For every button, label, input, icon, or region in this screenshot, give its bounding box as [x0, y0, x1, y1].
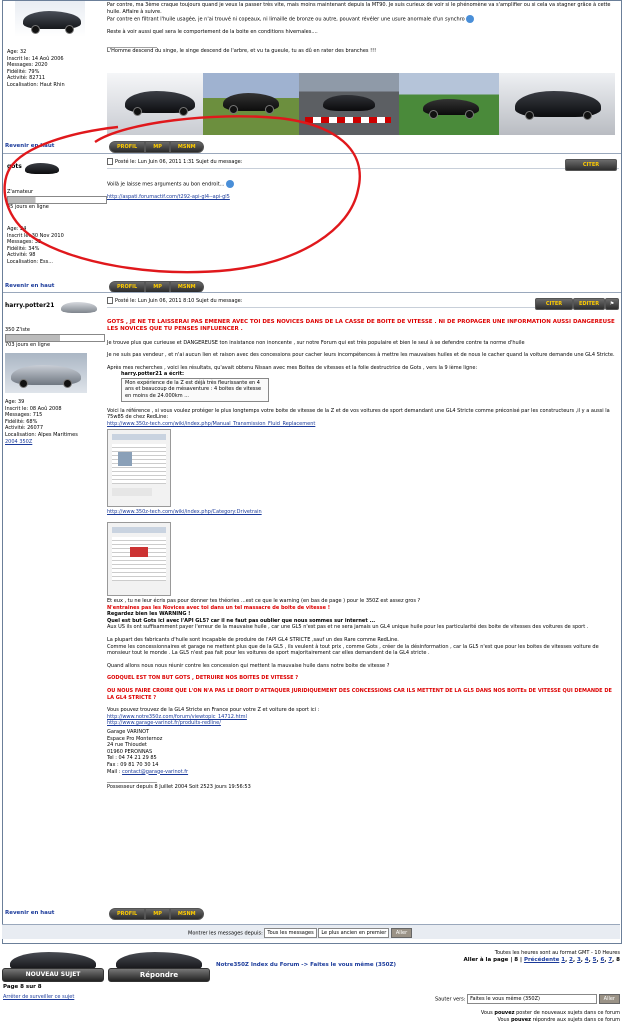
profile-button[interactable]: PROFIL: [109, 141, 145, 153]
post-text-red: N'entraines pas les Novices avec toi dans un tel massacre de boite de vitesse !: [107, 604, 331, 611]
pm-button[interactable]: MP: [145, 141, 170, 153]
pagination-area: Toutes les heures sont au format GMT - 10 Heures Aller à la page | 8 | Précédente 1, 2, 3, 4, 5, 6, 7, 8: [463, 950, 620, 963]
post-text: Par contre, ma 3ème craque toujours quand je veux la passer très vite, mais moins maintenant depuis la MT90. Je suis curieux de voir si le phénomène va s'amplifier ou si cela va stagner grâce à cette huile. Affaire à suivre.: [107, 2, 611, 15]
post-text: Aux US ils ont suffisamment payer l'erreur de la mauvaise huile , car une GL5 n'est pas et ne sera jamais un GL4 unique huile pour les particularité des boite de vitesses des voitures de sport .: [107, 624, 589, 631]
red-annotation-ellipse: [0, 0, 626, 300]
profile-button[interactable]: PROFIL: [109, 908, 145, 920]
page-link[interactable]: 6: [600, 956, 605, 963]
ip-icon[interactable]: ⚑: [605, 298, 619, 310]
profile-info: Age: 39 Inscrit le: 08 Aoû 2008 Messages: 715 Fidélité: 68% Activité: 26077 Localisation: Alpes Maritimes: [5, 399, 78, 438]
address-block: Garage VARINOT Espace Pro Monternoz 24 rue Thioudet 01960 PERONNAS Tel : 04 74 21 29 85 Fax : 09 81 70 30 14 Mail : contact@garage-varinot.fr: [107, 728, 189, 775]
post-text: Voici la référence , si vous voulez protéger le plus longtemps votre boite de vitesse de la Z et de vos voitures de sport demandant une GL4 Stricte comme préconisé par les constructeurs ,il y a aussi la 75w85 de chez RedLine:: [107, 407, 610, 421]
post-text: Vous pouvez trouvez de la GL4 Stricte en France pour votre Z et voiture de sport ici :: [107, 707, 320, 714]
rank-label: Z'amateur: [7, 189, 34, 195]
post-text: Par contre en filtrant l'huile usagée, je n'ai trouvé ni copeaux, ni limaille de bronze ou autre, pouvant révéler une usure anormale d'un synchro: [107, 15, 619, 23]
post-text-red: OU NOUS FAIRE CROIRE QUE L'ON N'A PAS LE DROIT D'ATTAQUER JURIDIQUEMENT DES CONCESSIONS CAR ILS METTENT DE LA GL5 DANS NOS BOITEs DE VITESSE QUI DEMANDE DE LA GL4 STRICTE ?: [107, 687, 612, 701]
post-link[interactable]: http://aspati.forumactif.com/t292-api-gl4--api-gl5: [107, 194, 230, 201]
signature-line: ____________________: [107, 777, 157, 784]
page-link[interactable]: 2: [569, 956, 573, 963]
screenshot-thumbnail[interactable]: [107, 429, 171, 507]
post-author-name[interactable]: harry.potter21: [5, 302, 55, 309]
filter-period-select[interactable]: Tous les messages: [264, 928, 316, 938]
post-author-name[interactable]: gots: [7, 163, 22, 170]
page-link[interactable]: 1: [561, 956, 566, 963]
filter-label: Montrer les messages depuis:: [188, 930, 263, 937]
signature-text: Possesseur depuis 8 Juillet 2004 Soit 2523 jours 19:56:53: [107, 783, 251, 790]
post-text: Comme les concessionnaires et garage ne mettent plus que de la GL5 , ils veulent à tout prix , comme Gots , créer de la désinformation , car la GL5 n'est que pour les boites de vitesses voiture de monsieur tout le monde . La GL5 n'est pas fait pour les voitures de sport majoritairement car elles demandent de la GL4 stricte .: [107, 643, 599, 657]
jump-go-button[interactable]: Aller: [599, 994, 620, 1004]
reply-button[interactable]: Répondre: [108, 950, 208, 982]
back-to-top-link[interactable]: Revenir en haut: [5, 283, 55, 289]
post-text: Et eux , tu ne leur écris pas pour donner tes théories ...est ce que le warning (en bas de page ) pour le 350Z est assez gros ?: [107, 598, 421, 605]
quote-button[interactable]: CITER: [535, 298, 573, 310]
profile-info: Age: 24 Inscrit le: 30 Nov 2010 Messages: 32 Fidélité: 34% Activité: 98 Localisation: Ess...: [7, 226, 64, 265]
msn-button[interactable]: MSNM: [170, 908, 204, 920]
post-3-body: [107, 319, 619, 790]
breadcrumb[interactable]: Notre350Z Index du Forum -> Faites le vous même (350Z): [216, 962, 396, 968]
post-link[interactable]: http://www.350z-tech.com/wiki/index.php/Manual_Transmission_Fluid_Replacement: [107, 420, 316, 427]
post-text: Je ne suis pas vendeur , et n'ai aucun lien et raison avec des concessions pour cacher leurs incompétences à mettre les mauvaises huiles et de nous le cacher quand la voiture demande une GL4 Stricte.: [107, 352, 615, 359]
post-text: Reste à voir aussi quel sera le comportement de la boite en conditions hivernales....: [107, 29, 318, 36]
msn-button[interactable]: MSNM: [170, 281, 204, 293]
post-link[interactable]: http://www.garage-varinot.fr/produits-redline/: [107, 720, 221, 727]
signature-text: L'Homme descend du singe, le singe descend de l'arbre, et vu ta gueule, tu as dû en rater des branches !!!: [107, 48, 377, 55]
rank-bar: [5, 334, 105, 342]
car-photo: [5, 353, 87, 393]
post-text: Voilà je laisse mes arguments au bon endroit...: [107, 180, 619, 188]
post-link[interactable]: http://www.350z-tech.com/wiki/index.php/Category:Drivetrain: [107, 509, 262, 516]
pm-button[interactable]: MP: [145, 908, 170, 920]
page-link[interactable]: 5: [592, 956, 597, 963]
quote-block: [121, 371, 419, 401]
post-text: Quand allons nous nous réunir contre les concession qui mettent la mauvaise huile dans notre boite de vitesse ?: [107, 662, 390, 669]
online-days: 703 jours en ligne: [5, 342, 51, 348]
post-link[interactable]: http://www.notre350z.com/forum/viewtopic_14712.html: [107, 713, 247, 720]
filter-order-select[interactable]: Le plus ancien en premier: [318, 928, 389, 938]
msn-button[interactable]: MSNM: [170, 141, 204, 153]
quote-button[interactable]: CITER: [565, 159, 617, 171]
page-link[interactable]: 7: [608, 956, 613, 963]
profile-button[interactable]: PROFIL: [109, 281, 145, 293]
post-text: Après mes recherches , voici les résultats, qu'avait obtenu Nissan avec mes Boites de vitesses et la folie destructrice de Gots , vers la 9 ième ligne:: [107, 364, 478, 371]
signature-line: ____________________: [107, 41, 157, 48]
post-text-bold: Regardez bien les WARNING !: [107, 611, 191, 618]
back-to-top-link[interactable]: Revenir en haut: [5, 910, 55, 916]
prev-page-link[interactable]: Précédente: [523, 956, 560, 963]
current-page: 8: [514, 956, 519, 963]
rank-label: 350 Z'iste: [5, 327, 30, 333]
quote-text: Mon expérience de la Z est déjà très fleurissante en 4 ans et beaucoup de mésaventure : 4 boites de vitesse en moins de 24.000km ...: [121, 378, 269, 402]
post-text-red: GODQUEL EST TON BUT GOTS , DETRUIRE NOS BOITES DE VITESSE ?: [107, 675, 299, 682]
post-header: Posté le: Lun Juin 06, 2011 8:10 Sujet du message:: [107, 297, 619, 308]
profile-info: Age: 32 Inscrit le: 14 Aoû 2006 Messages: 2020 Fidélité: 79% Activité: 82711 Localisation: Haut Rhin: [7, 49, 65, 88]
page-info: Page 8 sur 8: [3, 984, 42, 990]
jump-to-forum: Sauter vers: Faites le vous même (350Z) Aller: [435, 994, 620, 1004]
screenshot-thumbnail[interactable]: [107, 522, 171, 596]
stop-watching-link[interactable]: Arrêter de surveiller ce sujet: [3, 994, 75, 1000]
post-text-bold: Quel est but Gots ici avec l'API GL5? car il ne faut pas oublier que nous sommes sur internet ...: [107, 617, 376, 624]
back-to-top-link[interactable]: Revenir en haut: [5, 143, 55, 149]
post-text: Je trouve plus que curieuse et DANGEREUSE ton insistance non inoncente , sur notre Forum qui est très populaire et bien le seul à se defendre contre ta norme d'huile: [107, 339, 525, 346]
post-3: [3, 293, 621, 923]
jump-forum-select[interactable]: Faites le vous même (350Z): [467, 994, 597, 1004]
quote-author: harry.potter21 a écrit:: [121, 371, 184, 378]
pm-button[interactable]: MP: [145, 281, 170, 293]
car-link[interactable]: 2004 350Z: [5, 439, 33, 445]
edit-button[interactable]: EDITER: [573, 298, 605, 310]
filter-go-button[interactable]: Aller: [391, 928, 412, 938]
page-link[interactable]: 3: [576, 956, 581, 963]
email-link[interactable]: contact@garage-varinot.fr: [122, 768, 189, 775]
message-filter-bar: [2, 924, 620, 939]
post-3-profile-buttons: [109, 908, 204, 919]
post-text: La plupart des fabricants d'huile sont incapable de produire de l'API GL4 STRICTE ,sauf un des Rare comme RedLine.: [107, 637, 399, 643]
page-link[interactable]: 4: [584, 956, 589, 963]
post-text-red: GOTS , JE NE TE LAISSERAI PAS EMENER AVEC TOI DES NOVICES DANS DE LA CASSE DE BOITE DE VITESSE . NI DE PROPAGER UNE INFORMATION AUSSI DANGEREUSE LES NOVICES QUE TU PENSES INFLUENCER .: [107, 319, 615, 333]
timezone-note: Toutes les heures sont au format GMT - 10 Heures: [494, 950, 620, 956]
avatar: [61, 298, 99, 316]
permissions-list: Vous pouvez poster de nouveaux sujets dans ce forum Vous pouvez répondre aux sujets dans ce forum: [480, 1010, 620, 1023]
new-topic-button[interactable]: NOUVEAU SUJET: [2, 950, 102, 982]
post-header: Posté le: Lun Juin 06, 2011 1:31 Sujet du message:: [107, 158, 619, 169]
online-days: 45 jours en ligne: [7, 204, 49, 210]
